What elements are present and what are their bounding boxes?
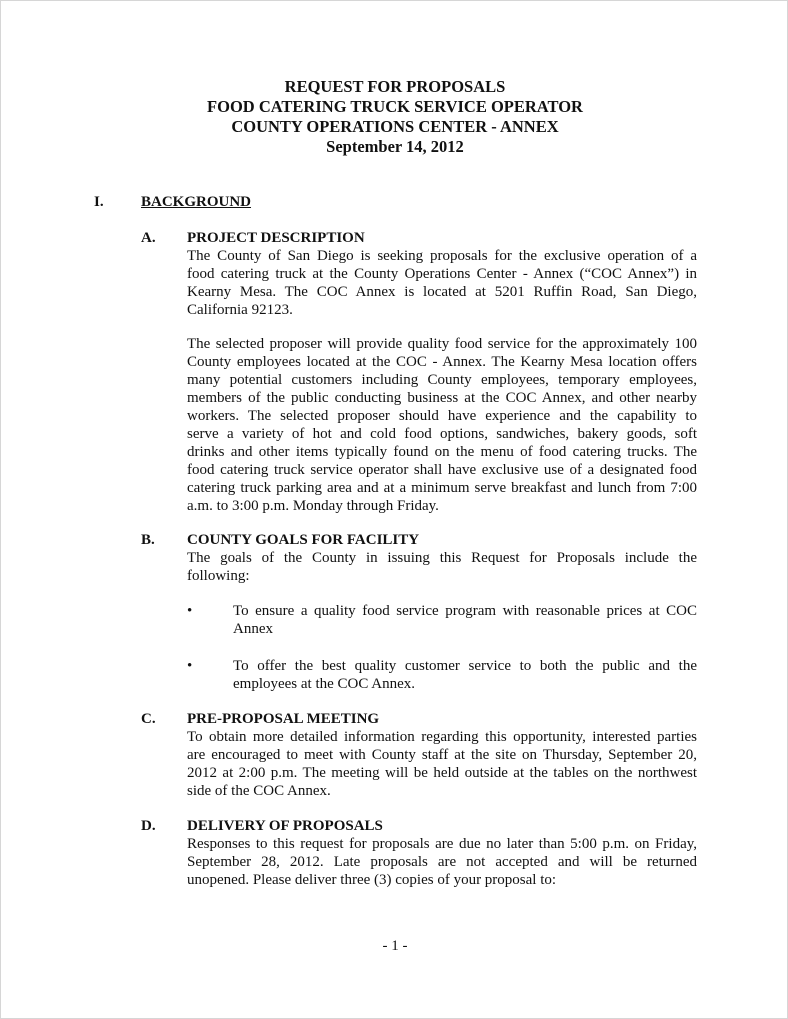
page-number: - 1 - <box>382 938 408 954</box>
text-line: 2012 at 2:00 p.m. The meeting will be held outside at the tables on the northwest <box>187 765 697 781</box>
subsection-letter: B. <box>141 532 155 548</box>
text-line: September 28, 2012. Late proposals are not accepted and will be returned <box>187 854 697 870</box>
subsection-letter: A. <box>141 230 156 246</box>
doc-title-line: COUNTY OPERATIONS CENTER - ANNEX <box>231 117 559 136</box>
text-line: The selected proposer will provide quality food service for the approximately 100 <box>187 336 697 352</box>
doc-title-line: REQUEST FOR PROPOSALS <box>284 77 506 96</box>
text-line: To offer the best quality customer service to both the public and the <box>233 658 697 674</box>
list-item <box>233 657 697 693</box>
text-line: Annex <box>233 621 273 637</box>
text-line: side of the COC Annex. <box>187 783 331 799</box>
text-line: drinks and other items typically found on the menu of food catering trucks. The <box>187 444 697 460</box>
text-line: To obtain more detailed information regarding this opportunity, interested parties <box>187 729 697 745</box>
text-line: food catering truck at the County Operations Center - Annex (“COC Annex”) in <box>187 266 697 282</box>
text-line: food catering truck service operator shall have exclusive use of a designated food <box>187 462 697 478</box>
paragraph <box>187 728 697 800</box>
subsection-heading: DELIVERY OF PROPOSALS <box>187 818 383 834</box>
paragraph <box>187 835 697 889</box>
subsection-heading: PROJECT DESCRIPTION <box>187 230 365 246</box>
text-line: Kearny Mesa. The COC Annex is located at 5201 Ruffin Road, San Diego, <box>187 284 697 300</box>
bullet-icon: • <box>187 603 193 619</box>
doc-date: September 14, 2012 <box>326 137 464 156</box>
paragraph <box>187 549 697 585</box>
text-line: County employees located at the COC - Annex. The Kearny Mesa location offers <box>187 354 697 370</box>
text-line: employees at the COC Annex. <box>233 676 416 692</box>
paragraph <box>187 247 697 319</box>
list-item <box>233 602 697 638</box>
text-line: are encouraged to meet with County staff at the site on Thursday, September 20, <box>187 747 697 763</box>
bullet-icon: • <box>187 658 193 674</box>
text-line: The County of San Diego is seeking proposals for the exclusive operation of a <box>187 248 697 264</box>
doc-title-line: FOOD CATERING TRUCK SERVICE OPERATOR <box>207 97 583 116</box>
subsection-heading: COUNTY GOALS FOR FACILITY <box>187 532 420 548</box>
text-line: The goals of the County in issuing this Request for Proposals include the <box>187 550 697 566</box>
text-line: many potential customers including County employees, temporary employees, <box>187 372 697 388</box>
text-line: following: <box>187 568 250 584</box>
text-line: catering truck parking area and at a minimum serve breakfast and lunch from 7:00 <box>187 480 697 496</box>
text-line: a.m. to 3:00 p.m. Monday through Friday. <box>187 498 439 514</box>
subsection-heading: PRE-PROPOSAL MEETING <box>187 711 380 727</box>
subsection-letter: C. <box>141 711 156 727</box>
section-number: I. <box>94 194 104 210</box>
text-line: unopened. Please deliver three (3) copies of your proposal to: <box>187 872 557 888</box>
section-heading: BACKGROUND <box>141 194 252 210</box>
text-line: members of the public conducting business at the COC Annex, and other nearby <box>187 390 697 406</box>
text-line: workers. The selected proposer should have experience and the capability to <box>187 408 697 424</box>
paragraph <box>187 335 697 515</box>
text-line: Responses to this request for proposals are due no later than 5:00 p.m. on Friday, <box>187 836 697 852</box>
subsection-letter: D. <box>141 818 156 834</box>
text-line: California 92123. <box>187 302 293 318</box>
text-line: serve a variety of hot and cold food options, sandwiches, bakery goods, soft <box>187 426 697 442</box>
text-line: To ensure a quality food service program with reasonable prices at COC <box>233 603 697 619</box>
